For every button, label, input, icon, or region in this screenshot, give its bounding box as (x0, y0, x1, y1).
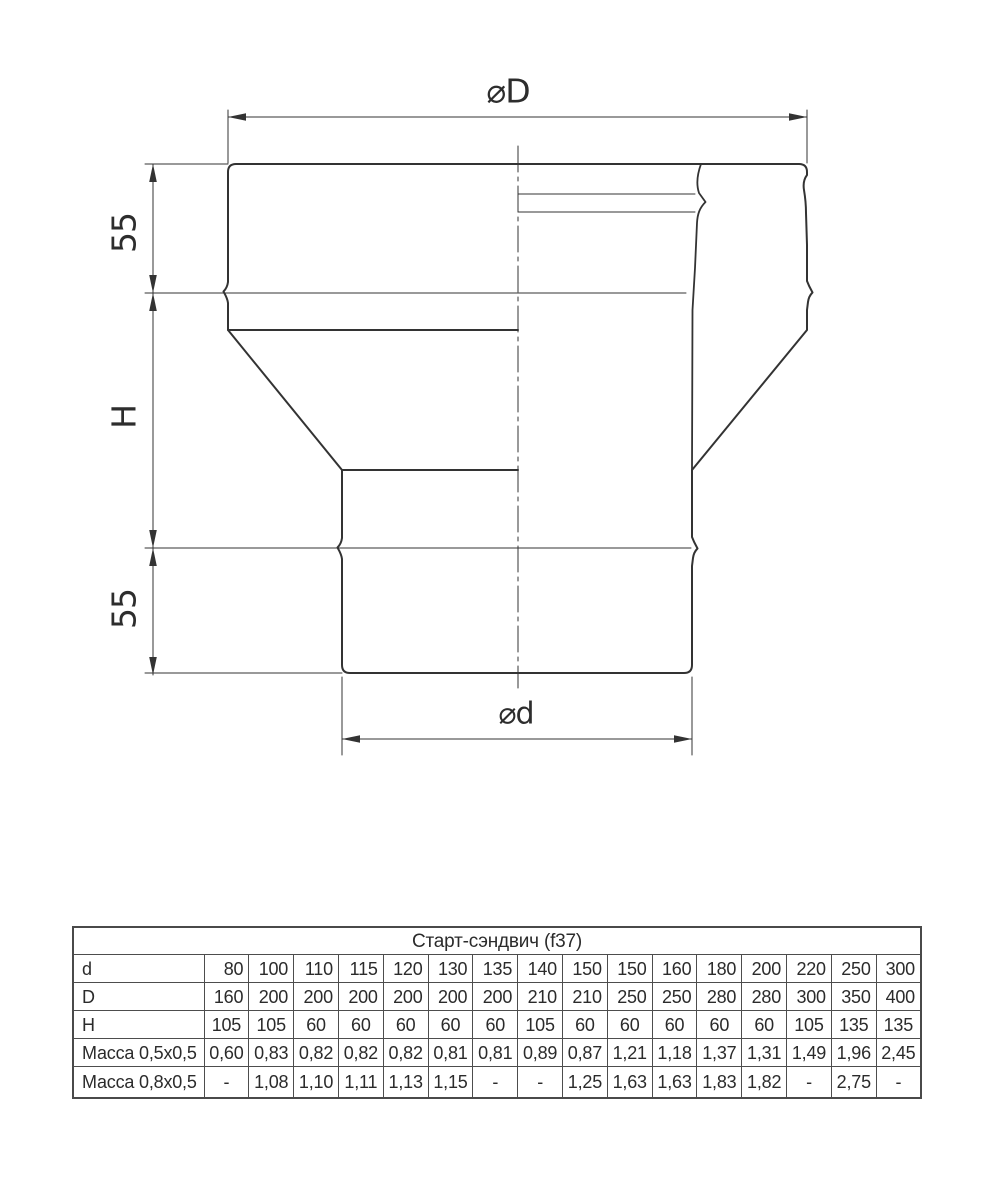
table-cell: 60 (563, 1011, 608, 1039)
table-row (73, 983, 921, 1011)
table-cell: 60 (338, 1011, 383, 1039)
table-cell: 0,87 (563, 1039, 608, 1067)
table-cell: 105 (204, 1011, 249, 1039)
dim-label-top-55: 55 (104, 213, 144, 253)
table-cell: 1,25 (563, 1067, 608, 1099)
dimension-lines (153, 117, 807, 739)
table-cell: 60 (428, 1011, 473, 1039)
table-cell: 210 (518, 983, 563, 1011)
table-cell: 115 (338, 955, 383, 983)
spec-table (72, 926, 922, 1099)
table-cell: 150 (607, 955, 652, 983)
row-label: d (73, 955, 204, 983)
table-cell: 60 (697, 1011, 742, 1039)
spec-table-body (73, 927, 921, 1098)
table-cell: - (473, 1067, 518, 1099)
table-cell: 0,83 (249, 1039, 294, 1067)
table-cell: 0,81 (473, 1039, 518, 1067)
table-cell: 130 (428, 955, 473, 983)
dim-label-bottom-55: 55 (104, 589, 144, 629)
table-cell: 200 (249, 983, 294, 1011)
table-cell: 60 (607, 1011, 652, 1039)
table-cell: 200 (294, 983, 339, 1011)
table-cell: 0,60 (204, 1039, 249, 1067)
table-cell: 220 (787, 955, 832, 983)
table-cell: 200 (742, 955, 787, 983)
table-cell: 1,31 (742, 1039, 787, 1067)
table-cell: 1,21 (607, 1039, 652, 1067)
table-cell: 1,96 (831, 1039, 876, 1067)
table-cell: 105 (787, 1011, 832, 1039)
table-cell: 1,13 (383, 1067, 428, 1099)
dim-label-outer-diameter: ⌀D (486, 71, 530, 111)
table-cell: 400 (876, 983, 921, 1011)
table-row (73, 955, 921, 983)
table-cell: 135 (831, 1011, 876, 1039)
row-label: Масса 0,8x0,5 (73, 1067, 204, 1099)
table-cell: 2,45 (876, 1039, 921, 1067)
table-cell: 0,82 (383, 1039, 428, 1067)
thin-lines (145, 110, 807, 755)
table-cell: 250 (831, 955, 876, 983)
table-cell: 1,15 (428, 1067, 473, 1099)
table-cell: 135 (876, 1011, 921, 1039)
table-cell: 1,63 (607, 1067, 652, 1099)
table-cell: 2,75 (831, 1067, 876, 1099)
dimension-arrows (149, 113, 807, 743)
table-cell: 150 (563, 955, 608, 983)
table-cell: 80 (204, 955, 249, 983)
row-label: Масса 0,5x0,5 (73, 1039, 204, 1067)
table-cell: 1,08 (249, 1067, 294, 1099)
table-cell: 60 (742, 1011, 787, 1039)
table-cell: 1,63 (652, 1067, 697, 1099)
table-cell: 105 (518, 1011, 563, 1039)
table-cell: 60 (473, 1011, 518, 1039)
table-cell: 1,37 (697, 1039, 742, 1067)
table-cell: 280 (697, 983, 742, 1011)
table-cell: 140 (518, 955, 563, 983)
table-cell: 200 (383, 983, 428, 1011)
table-cell: 60 (652, 1011, 697, 1039)
row-label: H (73, 1011, 204, 1039)
table-cell: 60 (383, 1011, 428, 1039)
table-cell: 135 (473, 955, 518, 983)
table-cell: 350 (831, 983, 876, 1011)
table-cell: 1,11 (338, 1067, 383, 1099)
table-cell: 120 (383, 955, 428, 983)
table-cell: 0,82 (294, 1039, 339, 1067)
table-cell: 1,82 (742, 1067, 787, 1099)
table-cell: 200 (338, 983, 383, 1011)
table-cell: - (518, 1067, 563, 1099)
table-cell: 160 (652, 955, 697, 983)
table-title-row (73, 927, 921, 955)
table-cell: 300 (787, 983, 832, 1011)
table-cell: 60 (294, 1011, 339, 1039)
table-cell: 110 (294, 955, 339, 983)
table-cell: - (876, 1067, 921, 1099)
dim-label-inner-diameter: ⌀d (498, 696, 534, 732)
inner-wall-line (692, 164, 706, 470)
row-label: D (73, 983, 204, 1011)
table-cell: 0,89 (518, 1039, 563, 1067)
table-cell: 100 (249, 955, 294, 983)
table-cell: 0,82 (338, 1039, 383, 1067)
table-cell: 0,81 (428, 1039, 473, 1067)
dim-label-height-h: H (104, 405, 144, 429)
table-row (73, 1039, 921, 1067)
table-cell: 105 (249, 1011, 294, 1039)
table-cell: 1,49 (787, 1039, 832, 1067)
table-cell: 200 (428, 983, 473, 1011)
table-cell: 180 (697, 955, 742, 983)
table-cell: 300 (876, 955, 921, 983)
table-cell: - (787, 1067, 832, 1099)
table-row (73, 1067, 921, 1099)
table-cell: 1,10 (294, 1067, 339, 1099)
table-cell: 210 (563, 983, 608, 1011)
table-cell: 200 (473, 983, 518, 1011)
table-cell: 280 (742, 983, 787, 1011)
table-title: Старт-сэндвич (f37) (73, 927, 921, 955)
table-cell: 250 (607, 983, 652, 1011)
table-cell: 160 (204, 983, 249, 1011)
table-cell: 250 (652, 983, 697, 1011)
table-cell: - (204, 1067, 249, 1099)
table-cell: 1,18 (652, 1039, 697, 1067)
table-row (73, 1011, 921, 1039)
table-cell: 1,83 (697, 1067, 742, 1099)
